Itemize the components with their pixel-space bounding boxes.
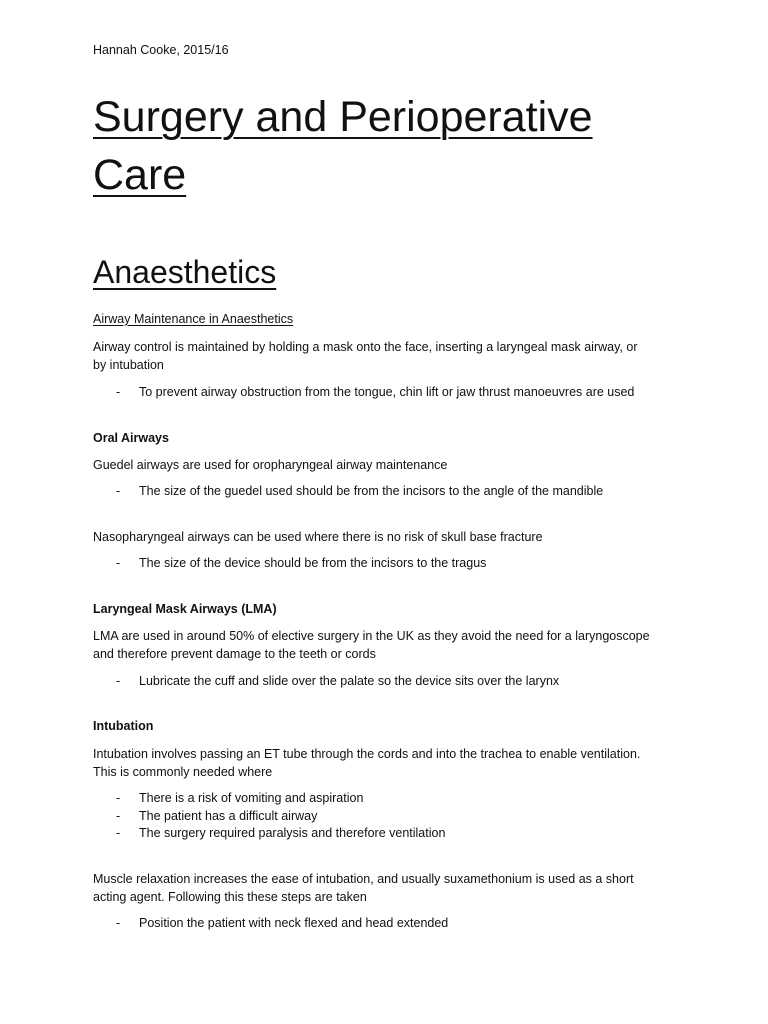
bullet-marker: -: [116, 556, 121, 570]
bullet-marker: -: [116, 791, 121, 805]
nasopharyngeal-paragraph: Nasopharyngeal airways can be used where there is no risk of skull base fracture: [93, 530, 543, 544]
author-line: Hannah Cooke, 2015/16: [93, 43, 229, 57]
bullet-item: [116, 808, 317, 825]
bullet-text: The size of the guedel used should be from the incisors to the angle of the mandible: [139, 484, 604, 498]
bullet-item: [116, 673, 559, 690]
bullet-item: [116, 555, 486, 572]
bullet-marker: -: [116, 484, 121, 498]
lma-paragraph-line-2: and therefore prevent damage to the teeth or cords: [93, 647, 376, 661]
airway-maintenance-heading: Airway Maintenance in Anaesthetics: [93, 312, 294, 326]
oral-airways-paragraph: Guedel airways are used for oropharyngeal airway maintenance: [93, 458, 448, 472]
muscle-relaxation-paragraph-line-2: acting agent. Following this these steps are taken: [93, 890, 367, 904]
airway-paragraph-line-1: Airway control is maintained by holding a mask onto the face, inserting a laryngeal mask airway, or: [93, 340, 638, 354]
muscle-relaxation-paragraph-line-1: Muscle relaxation increases the ease of intubation, and usually suxamethonium is used as a short: [93, 872, 634, 886]
bullet-item: [116, 384, 634, 401]
bullet-text: To prevent airway obstruction from the tongue, chin lift or jaw thrust manoeuvres are used: [139, 385, 635, 399]
bullet-text: There is a risk of vomiting and aspiration: [139, 791, 364, 805]
bullet-marker: -: [116, 809, 121, 823]
bullet-item: [116, 790, 363, 807]
lma-paragraph-line-1: LMA are used in around 50% of elective surgery in the UK as they avoid the need for a laryngoscope: [93, 629, 650, 643]
bullet-text: Position the patient with neck flexed and head extended: [139, 916, 449, 930]
intubation-paragraph-line-1: Intubation involves passing an ET tube through the cords and into the trachea to enable ventilation.: [93, 747, 641, 761]
section-title: [93, 250, 276, 294]
bullet-text: The size of the device should be from the incisors to the tragus: [139, 556, 487, 570]
bullet-item: [116, 825, 445, 842]
section-title-text: Anaesthetics: [93, 254, 277, 290]
airway-paragraph-line-2: by intubation: [93, 358, 164, 372]
document-title: [93, 88, 593, 204]
bullet-marker: -: [116, 826, 121, 840]
intubation-paragraph-line-2: This is commonly needed where: [93, 765, 273, 779]
document-title-line-2: Care: [93, 151, 187, 199]
oral-airways-heading: Oral Airways: [93, 431, 169, 445]
bullet-marker: -: [116, 385, 121, 399]
bullet-item: [116, 483, 603, 500]
bullet-item: [116, 915, 448, 932]
bullet-text: The surgery required paralysis and therefore ventilation: [139, 826, 446, 840]
lma-heading: Laryngeal Mask Airways (LMA): [93, 602, 277, 616]
bullet-text: The patient has a difficult airway: [139, 809, 318, 823]
bullet-marker: -: [116, 916, 121, 930]
bullet-marker: -: [116, 674, 121, 688]
intubation-heading: Intubation: [93, 719, 154, 733]
document-title-line-1: Surgery and Perioperative: [93, 93, 593, 141]
bullet-text: Lubricate the cuff and slide over the palate so the device sits over the larynx: [139, 674, 560, 688]
